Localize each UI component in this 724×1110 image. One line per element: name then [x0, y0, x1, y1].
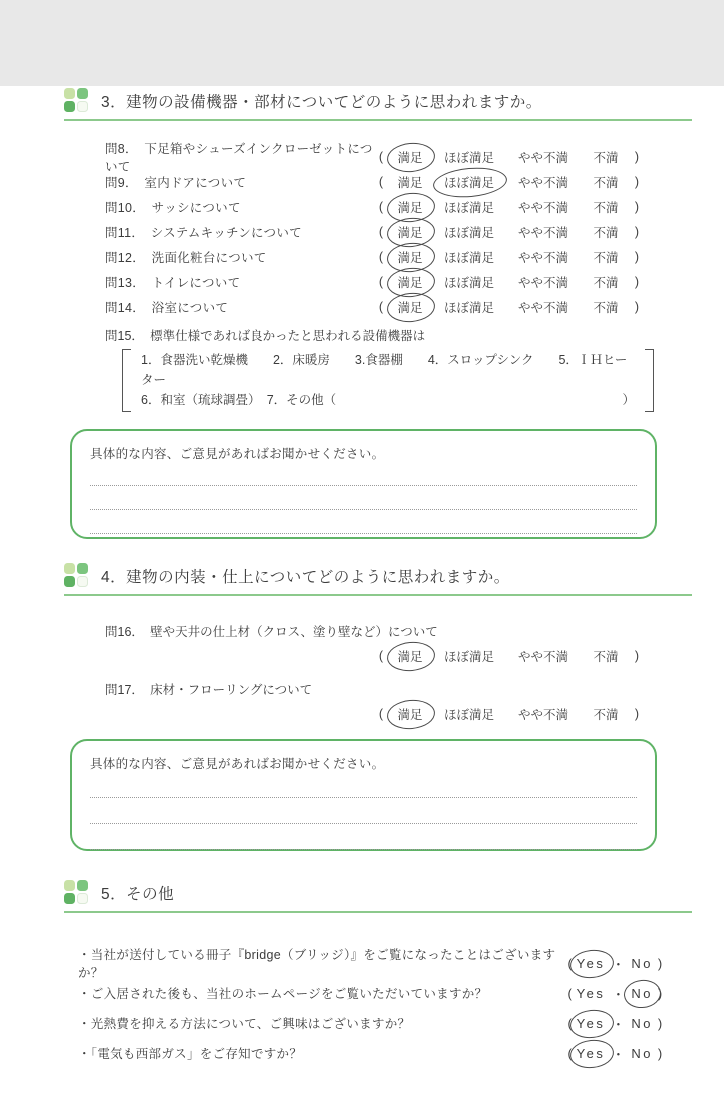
close-paren: ) — [657, 1015, 663, 1031]
option-yaya-fuman: やや不満 — [517, 150, 568, 165]
yesno-options — [565, 954, 665, 973]
interpunct: ・ — [611, 956, 625, 972]
option-no: No — [631, 985, 653, 1001]
question-label-q15: 問15． 標準仕様であれば良かったと思われる設備機器は — [105, 329, 426, 343]
option-yaya-fuman: やや不満 — [517, 275, 568, 290]
yesno-question-label: ・「電気も西部ガス」をご存知ですか？ — [78, 1047, 303, 1061]
interpunct: ・ — [611, 1046, 625, 1062]
yesno-question-label: ・ご入居された後も、当社のホームページをご覧いただいていますか？ — [78, 987, 488, 1001]
option-manzoku: 満足 — [387, 273, 433, 291]
option-fuman: 不満 — [593, 650, 619, 664]
question-label-q17: 問17． 床材・フローリングについて — [105, 683, 313, 697]
yesno-options — [565, 1014, 665, 1033]
clover-icon — [64, 563, 88, 587]
clover-icon — [64, 88, 88, 112]
rating-options — [375, 647, 724, 665]
option-yaya-fuman: やや不満 — [517, 650, 568, 664]
option-yaya-fuman: やや不満 — [517, 300, 568, 315]
option-manzoku: 満足 — [387, 705, 433, 723]
option-hobo-manzoku: ほぼ満足 — [433, 173, 505, 191]
option-hobo-manzoku: ほぼ満足 — [443, 650, 494, 664]
open-paren: ( — [567, 1045, 572, 1061]
option-hobo-manzoku: ほぼ満足 — [443, 250, 494, 265]
close-paren: ) — [634, 649, 640, 663]
open-paren: ( — [378, 299, 384, 314]
option-manzoku: 満足 — [387, 198, 433, 216]
option-hobo-manzoku: ほぼ満足 — [443, 708, 494, 722]
right-bracket — [645, 349, 654, 412]
section3-header — [64, 86, 692, 121]
writing-line — [90, 462, 637, 486]
interpunct: ・ — [611, 1016, 625, 1032]
open-paren: ( — [378, 274, 384, 289]
close-paren: ) — [634, 299, 640, 314]
option-fuman: 不満 — [593, 275, 619, 290]
open-paren: ( — [378, 649, 384, 663]
section4-title: 4．建物の内装・仕上についてどのように思われますか。 — [101, 569, 510, 586]
writing-line — [90, 486, 637, 510]
option-yes: Yes — [576, 1045, 606, 1061]
option-hobo-manzoku: ほぼ満足 — [443, 275, 494, 290]
clover-icon — [64, 880, 88, 904]
option-fuman: 不満 — [593, 225, 619, 240]
close-paren: ) — [657, 955, 663, 971]
close-paren: ) — [634, 174, 640, 189]
section3-questions — [0, 141, 724, 319]
rating-options — [375, 198, 643, 216]
option-hobo-manzoku: ほぼ満足 — [443, 225, 494, 240]
option-manzoku: 満足 — [387, 647, 433, 665]
option-manzoku: 満足 — [387, 298, 433, 316]
open-paren: ( — [567, 955, 572, 971]
option-fuman: 不満 — [593, 708, 619, 722]
yesno-row-utility-cost — [78, 1008, 665, 1038]
question-row-q11 — [105, 219, 724, 244]
option-fuman: 不満 — [593, 175, 619, 190]
option-fuman: 不満 — [593, 250, 619, 265]
q15-options-line2 — [141, 390, 635, 410]
open-paren: ( — [378, 149, 384, 164]
interpunct: ・ — [611, 986, 625, 1002]
question-label: 問13． トイレについて — [105, 275, 241, 290]
close-paren: ) — [634, 274, 640, 289]
comment-box-label: 具体的な内容、ご意見があればお聞かせください。 — [90, 757, 385, 771]
close-paren: ) — [634, 249, 640, 264]
section3-title: 3．建物の設備機器・部材についてどのように思われますか。 — [101, 94, 542, 111]
rating-options — [375, 223, 643, 241]
question-row-q12 — [105, 244, 724, 269]
rating-options — [375, 148, 643, 166]
open-paren: ( — [378, 174, 384, 189]
question-row-q8 — [105, 141, 724, 174]
yesno-options — [565, 1044, 665, 1063]
q15-options-line1: 1．食器洗い乾燥機 2．床暖房 3.食器棚 4．スロップシンク 5．ＩＨヒーター — [141, 353, 628, 387]
option-fuman: 不満 — [593, 150, 619, 165]
option-yaya-fuman: やや不満 — [517, 175, 568, 190]
open-paren: ( — [378, 249, 384, 264]
option-no: No — [631, 955, 653, 971]
open-paren: ( — [567, 985, 572, 1001]
open-paren: ( — [378, 199, 384, 214]
section5-header — [64, 878, 692, 913]
close-paren: ) — [634, 224, 640, 239]
option-hobo-manzoku: ほぼ満足 — [443, 150, 494, 165]
option-no: No — [631, 1045, 653, 1061]
question-label: 問14． 浴室について — [105, 300, 229, 315]
rating-options — [375, 173, 643, 191]
section4-comment-box — [70, 739, 657, 851]
rating-options — [375, 248, 643, 266]
close-paren: ) — [657, 985, 663, 1001]
q15-close-paren: ） — [622, 393, 635, 407]
option-hobo-manzoku: ほぼ満足 — [443, 300, 494, 315]
option-manzoku: 満足 — [387, 148, 433, 166]
yesno-row-bridge — [78, 948, 665, 978]
left-bracket — [122, 349, 131, 412]
rating-options — [375, 705, 724, 723]
option-fuman: 不満 — [593, 200, 619, 215]
question-row-q14 — [105, 294, 724, 319]
yesno-question-label: ・当社が送付している冊子『bridge（ブリッジ）』をご覧になったことはございますか？ — [78, 948, 556, 980]
rating-options — [375, 273, 643, 291]
close-paren: ) — [634, 199, 640, 214]
yesno-options — [565, 984, 665, 1003]
option-manzoku: 満足 — [387, 248, 433, 266]
question-row-q10 — [105, 194, 724, 219]
question-label: 問10． サッシについて — [105, 200, 241, 215]
writing-line — [90, 824, 637, 850]
section5-questions — [78, 948, 665, 1068]
close-paren: ) — [634, 707, 640, 721]
question-label: 問11． システムキッチンについて — [105, 225, 302, 240]
open-paren: ( — [567, 1015, 572, 1031]
close-paren: ) — [657, 1045, 663, 1061]
writing-line — [90, 510, 637, 534]
yesno-question-label: ・光熱費を抑える方法について、ご興味はございますか？ — [78, 1017, 411, 1031]
q15-option-other: 6．和室（琉球調畳） 7．その他（ — [141, 393, 337, 407]
option-yaya-fuman: やや不満 — [517, 200, 568, 215]
open-paren: ( — [378, 224, 384, 239]
question-label: 問8． 下足箱やシューズインクローゼットについて — [105, 141, 373, 174]
option-yes: Yes — [576, 955, 606, 971]
option-yaya-fuman: やや不満 — [517, 225, 568, 240]
rating-options — [375, 298, 643, 316]
option-no: No — [631, 1015, 653, 1031]
option-manzoku: 満足 — [387, 223, 433, 241]
question-row-q9 — [105, 169, 724, 194]
q15-options — [141, 349, 635, 412]
q15-options-block — [122, 349, 654, 412]
comment-box-label: 具体的な内容、ご意見があればお聞かせください。 — [90, 447, 385, 461]
question-row-q13 — [105, 269, 724, 294]
survey-page — [0, 86, 724, 1110]
section4-header — [64, 561, 692, 596]
question-label: 問9． 室内ドアについて — [105, 175, 247, 190]
option-manzoku: 満足 — [397, 175, 423, 190]
option-yaya-fuman: やや不満 — [517, 250, 568, 265]
writing-line — [90, 798, 637, 824]
close-paren: ) — [634, 149, 640, 164]
question-label-q16: 問16． 壁や天井の仕上材（クロス、塗り壁など）について — [105, 625, 438, 639]
option-yes: Yes — [576, 1015, 606, 1031]
option-yes: Yes — [576, 985, 606, 1001]
open-paren: ( — [378, 707, 384, 721]
option-hobo-manzoku: ほぼ満足 — [443, 200, 494, 215]
option-yaya-fuman: やや不満 — [517, 708, 568, 722]
writing-line — [90, 772, 637, 798]
option-fuman: 不満 — [593, 300, 619, 315]
section3-comment-box — [70, 429, 657, 539]
section5-title: 5．その他 — [101, 886, 175, 903]
yesno-row-seibu-gas — [78, 1038, 665, 1068]
yesno-row-homepage — [78, 978, 665, 1008]
question-label: 問12． 洗面化粧台について — [105, 250, 267, 265]
